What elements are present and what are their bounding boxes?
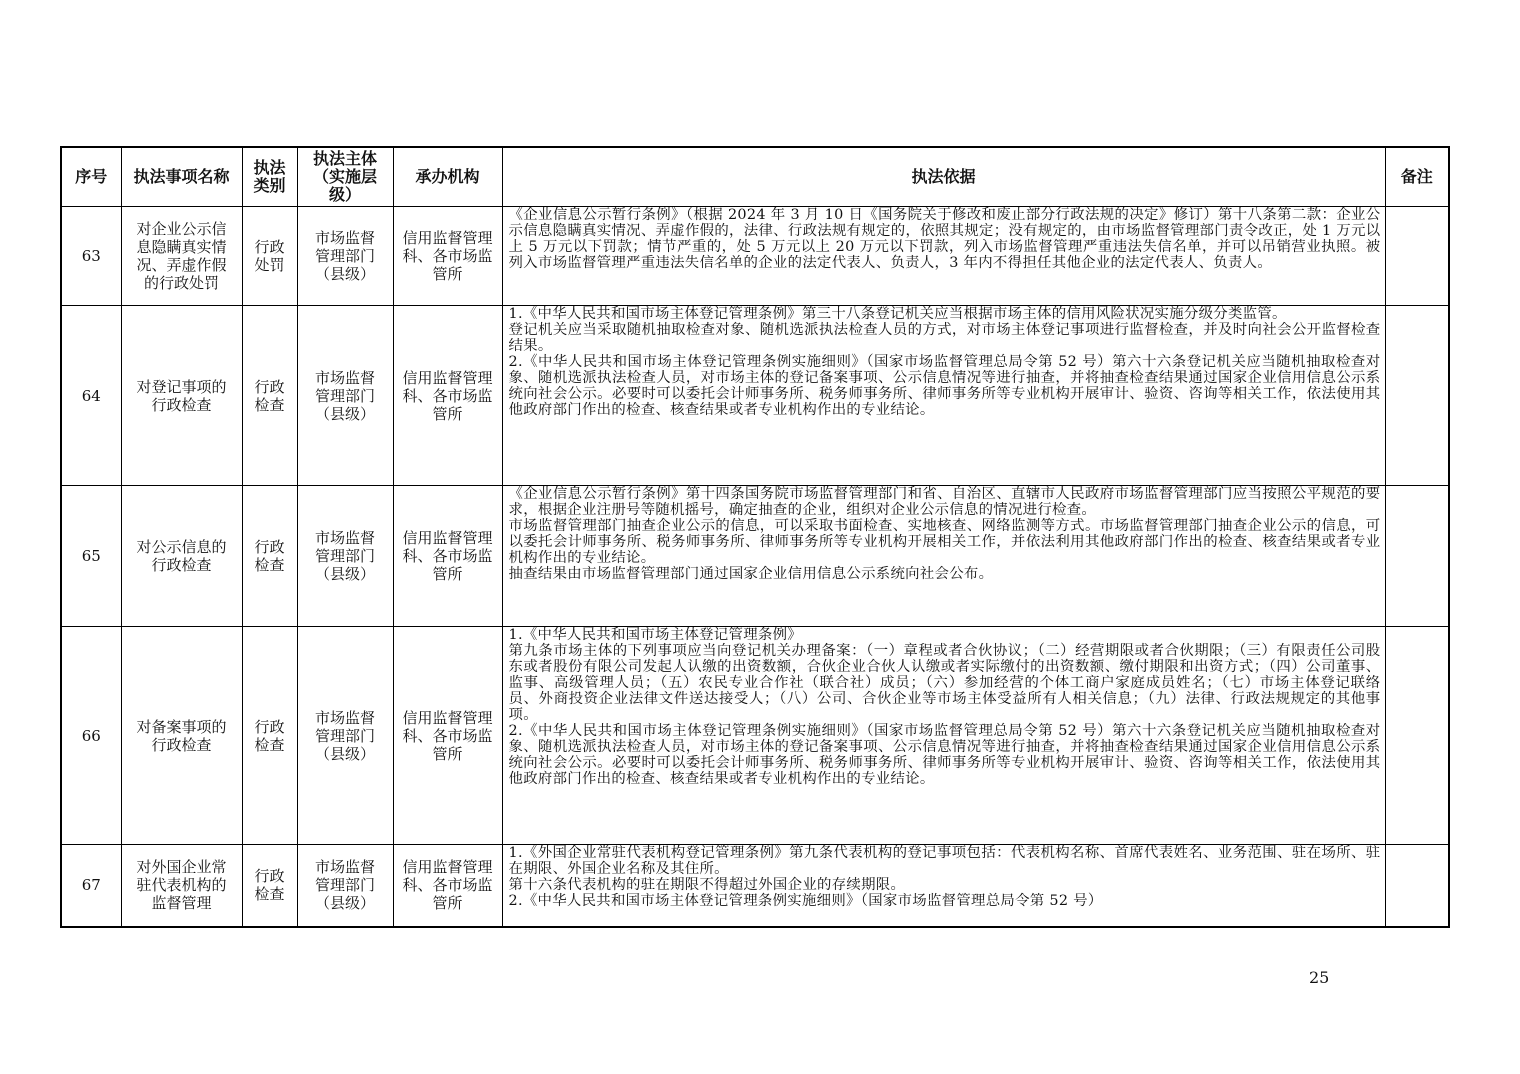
cell-item-name-text: 对登记事项的行政检查 [136, 377, 227, 414]
cell-remark [1385, 627, 1449, 845]
table-header [61, 147, 1449, 207]
cell-remark [1385, 845, 1449, 927]
table-row [61, 207, 1449, 306]
cell-item-name [121, 627, 242, 845]
cell-legal-basis [502, 486, 1385, 627]
legal-basis-paragraph: 2.《中华人民共和国市场主体登记管理条例实施细则》（国家市场监督管理总局令第 52 号）第六十六条登记机关应当随机抽取检查对象、随机选派执法检查人员，对市场主体的登记备案事项、公示信息情况等进行抽查，并将抽查检查结果通过国家企业信用信息公示系统向社会公示。必要时可以委托会计师事务所、税务师事务所、律师事务所等专业机构开展审计、验资、咨询等相关工作，依法使用其他政府部门作出的检查、核查结果或者专业机构作出的专业结论。 [508, 354, 1381, 418]
header-basis: 执法依据 [502, 147, 1385, 207]
cell-category [242, 207, 297, 306]
legal-basis-paragraph: 1.《中华人民共和国市场主体登记管理条例》 [508, 627, 802, 643]
cell-subject [297, 486, 393, 627]
legal-basis-paragraph: 2.《中华人民共和国市场主体登记管理条例实施细则》（国家市场监督管理总局令第 52 号） [508, 893, 1103, 909]
cell-legal-basis [502, 207, 1385, 306]
enforcement-items-table [60, 146, 1450, 928]
legal-basis-paragraph: 抽查结果由市场监督管理部门通过国家企业信用信息公示系统向社会公布。 [508, 566, 994, 582]
cell-category-text: 行政检查 [254, 717, 285, 754]
cell-category-text: 行政检查 [254, 538, 285, 574]
header-subject [297, 147, 393, 207]
cell-agency-text: 信用监督管理科、各市场监管所 [402, 529, 493, 583]
cell-agency-text: 信用监督管理科、各市场监管所 [402, 708, 493, 763]
cell-item-name-text: 对备案事项的行政检查 [136, 717, 227, 754]
cell-legal-basis [502, 845, 1385, 927]
legal-basis-paragraph: 《企业信息公示暂行条例》（根据 2024 年 3 月 10 日《国务院关于修改和废止部分行政法规的决定》修订）第十八条第二款：企业公示信息隐瞒真实情况、弄虚作假的，法律、行政法规有规定的，依照其规定；没有规定的，由市场监督管理部门责令改正，处 1 万元以上 5 万元以下罚款；情节严重的，处 5 万元以上 20 万元以下罚款，列入市场监督管理严重违法失信名单，并可以吊销营业执照。被列入市场监督管理严重违法失信名单的企业的法定代表人、负责人，3 年内不得担任其他企业的法定代表人、负责人。 [508, 207, 1381, 271]
header-subject-text: 执法主体（实施层级） [312, 149, 377, 204]
legal-basis-paragraph: 第九条市场主体的下列事项应当向登记机关办理备案：（一）章程或者合伙协议；（二）经营期限或者合伙期限；（三）有限责任公司股东或者股份有限公司发起人认缴的出资数额，合伙企业合伙人认缴或者实际缴付的出资数额、缴付期限和出资方式；（四）公司董事、监事、高级管理人员；（五）农民专业合作社（联合社）成员；（六）参加经营的个体工商户家庭成员姓名；（七）市场主体登记联络员、外商投资企业法律文件送达接受人；（八）公司、合伙企业等市场主体受益所有人相关信息；（九）法律、行政法规规定的其他事项。 [508, 643, 1381, 723]
cell-agency [393, 486, 502, 627]
table-body [61, 207, 1449, 927]
cell-agency-text: 信用监督管理科、各市场监管所 [402, 368, 493, 423]
cell-agency-text: 信用监督管理科、各市场监管所 [402, 858, 493, 913]
cell-subject-text: 市场监督管理部门（县级） [314, 368, 375, 423]
table-row [61, 486, 1449, 627]
table-row [61, 306, 1449, 486]
header-agency: 承办机构 [393, 147, 502, 207]
legal-basis-paragraph: 市场监督管理部门抽查企业公示的信息，可以采取书面检查、实地核查、网络监测等方式。市场监督管理部门抽查企业公示的信息，可以委托会计师事务所、税务师事务所、律师事务所等专业机构开展相关工作，并依法利用其他政府部门作出的检查、核查结果或者专业机构作出的专业结论。 [508, 518, 1381, 566]
cell-category [242, 845, 297, 927]
cell-category-text: 行政检查 [254, 377, 285, 414]
cell-remark [1385, 486, 1449, 627]
cell-subject [297, 306, 393, 486]
cell-item-name-text: 对公示信息的行政检查 [136, 538, 227, 574]
cell-category-text: 行政处罚 [254, 238, 285, 274]
header-remark: 备注 [1385, 147, 1449, 207]
page-number: 25 [1309, 968, 1330, 987]
cell-seq: 65 [61, 486, 121, 627]
cell-category [242, 627, 297, 845]
cell-agency [393, 207, 502, 306]
cell-agency-text: 信用监督管理科、各市场监管所 [402, 229, 493, 283]
cell-agency [393, 627, 502, 845]
cell-category [242, 306, 297, 486]
cell-subject [297, 627, 393, 845]
cell-item-name [121, 207, 242, 306]
cell-agency [393, 845, 502, 927]
table-row [61, 845, 1449, 927]
cell-subject-text: 市场监督管理部门（县级） [314, 708, 375, 763]
legal-basis-paragraph: 2.《中华人民共和国市场主体登记管理条例实施细则》（国家市场监督管理总局令第 52 号）第六十六条登记机关应当随机抽取检查对象、随机选派执法检查人员，对市场主体的登记备案事项、公示信息情况等进行抽查，并将抽查检查结果通过国家企业信用信息公示系统向社会公示。必要时可以委托会计师事务所、税务师事务所、律师事务所等专业机构开展审计、验资、咨询等相关工作，依法使用其他政府部门作出的检查、核查结果或者专业机构作出的专业结论。 [508, 723, 1381, 787]
cell-item-name [121, 845, 242, 927]
cell-item-name [121, 306, 242, 486]
cell-subject-text: 市场监督管理部门（县级） [314, 529, 375, 583]
cell-item-name [121, 486, 242, 627]
legal-basis-paragraph: 第十六条代表机构的驻在期限不得超过外国企业的存续期限。 [508, 877, 906, 893]
legal-basis-paragraph: 《企业信息公示暂行条例》第十四条国务院市场监督管理部门和省、自治区、直辖市人民政府市场监督管理部门应当按照公平规范的要求，根据企业注册号等随机摇号，确定抽查的企业，组织对企业公示信息的情况进行检查。 [508, 486, 1381, 518]
table-row [61, 627, 1449, 845]
cell-legal-basis [502, 627, 1385, 845]
legal-basis-paragraph: 1.《中华人民共和国市场主体登记管理条例》第三十八条登记机关应当根据市场主体的信用风险状况实施分级分类监管。 [508, 306, 1287, 322]
cell-remark [1385, 306, 1449, 486]
cell-item-name-text: 对企业公示信息隐瞒真实情况、弄虚作假的行政处罚 [136, 220, 227, 292]
cell-subject [297, 207, 393, 306]
header-item-name: 执法事项名称 [121, 147, 242, 207]
cell-seq: 63 [61, 207, 121, 306]
cell-subject-text: 市场监督管理部门（县级） [314, 858, 375, 913]
legal-basis-paragraph: 登记机关应当采取随机抽取检查对象、随机选派执法检查人员的方式，对市场主体登记事项进行监督检查，并及时向社会公开监督检查结果。 [508, 322, 1381, 354]
header-seq: 序号 [61, 147, 121, 207]
cell-category [242, 486, 297, 627]
cell-seq: 67 [61, 845, 121, 927]
cell-seq: 66 [61, 627, 121, 845]
cell-subject-text: 市场监督管理部门（县级） [314, 229, 375, 283]
cell-item-name-text: 对外国企业常驻代表机构的监督管理 [136, 858, 227, 913]
header-category-text: 执法类别 [253, 158, 286, 195]
cell-legal-basis [502, 306, 1385, 486]
legal-basis-paragraph: 1.《外国企业常驻代表机构登记管理条例》第九条代表机构的登记事项包括：代表机构名称、首席代表姓名、业务范围、驻在场所、驻在期限、外国企业名称及其住所。 [508, 845, 1381, 877]
cell-remark [1385, 207, 1449, 306]
cell-category-text: 行政检查 [254, 867, 285, 904]
cell-subject [297, 845, 393, 927]
header-category [242, 147, 297, 207]
cell-agency [393, 306, 502, 486]
cell-seq: 64 [61, 306, 121, 486]
